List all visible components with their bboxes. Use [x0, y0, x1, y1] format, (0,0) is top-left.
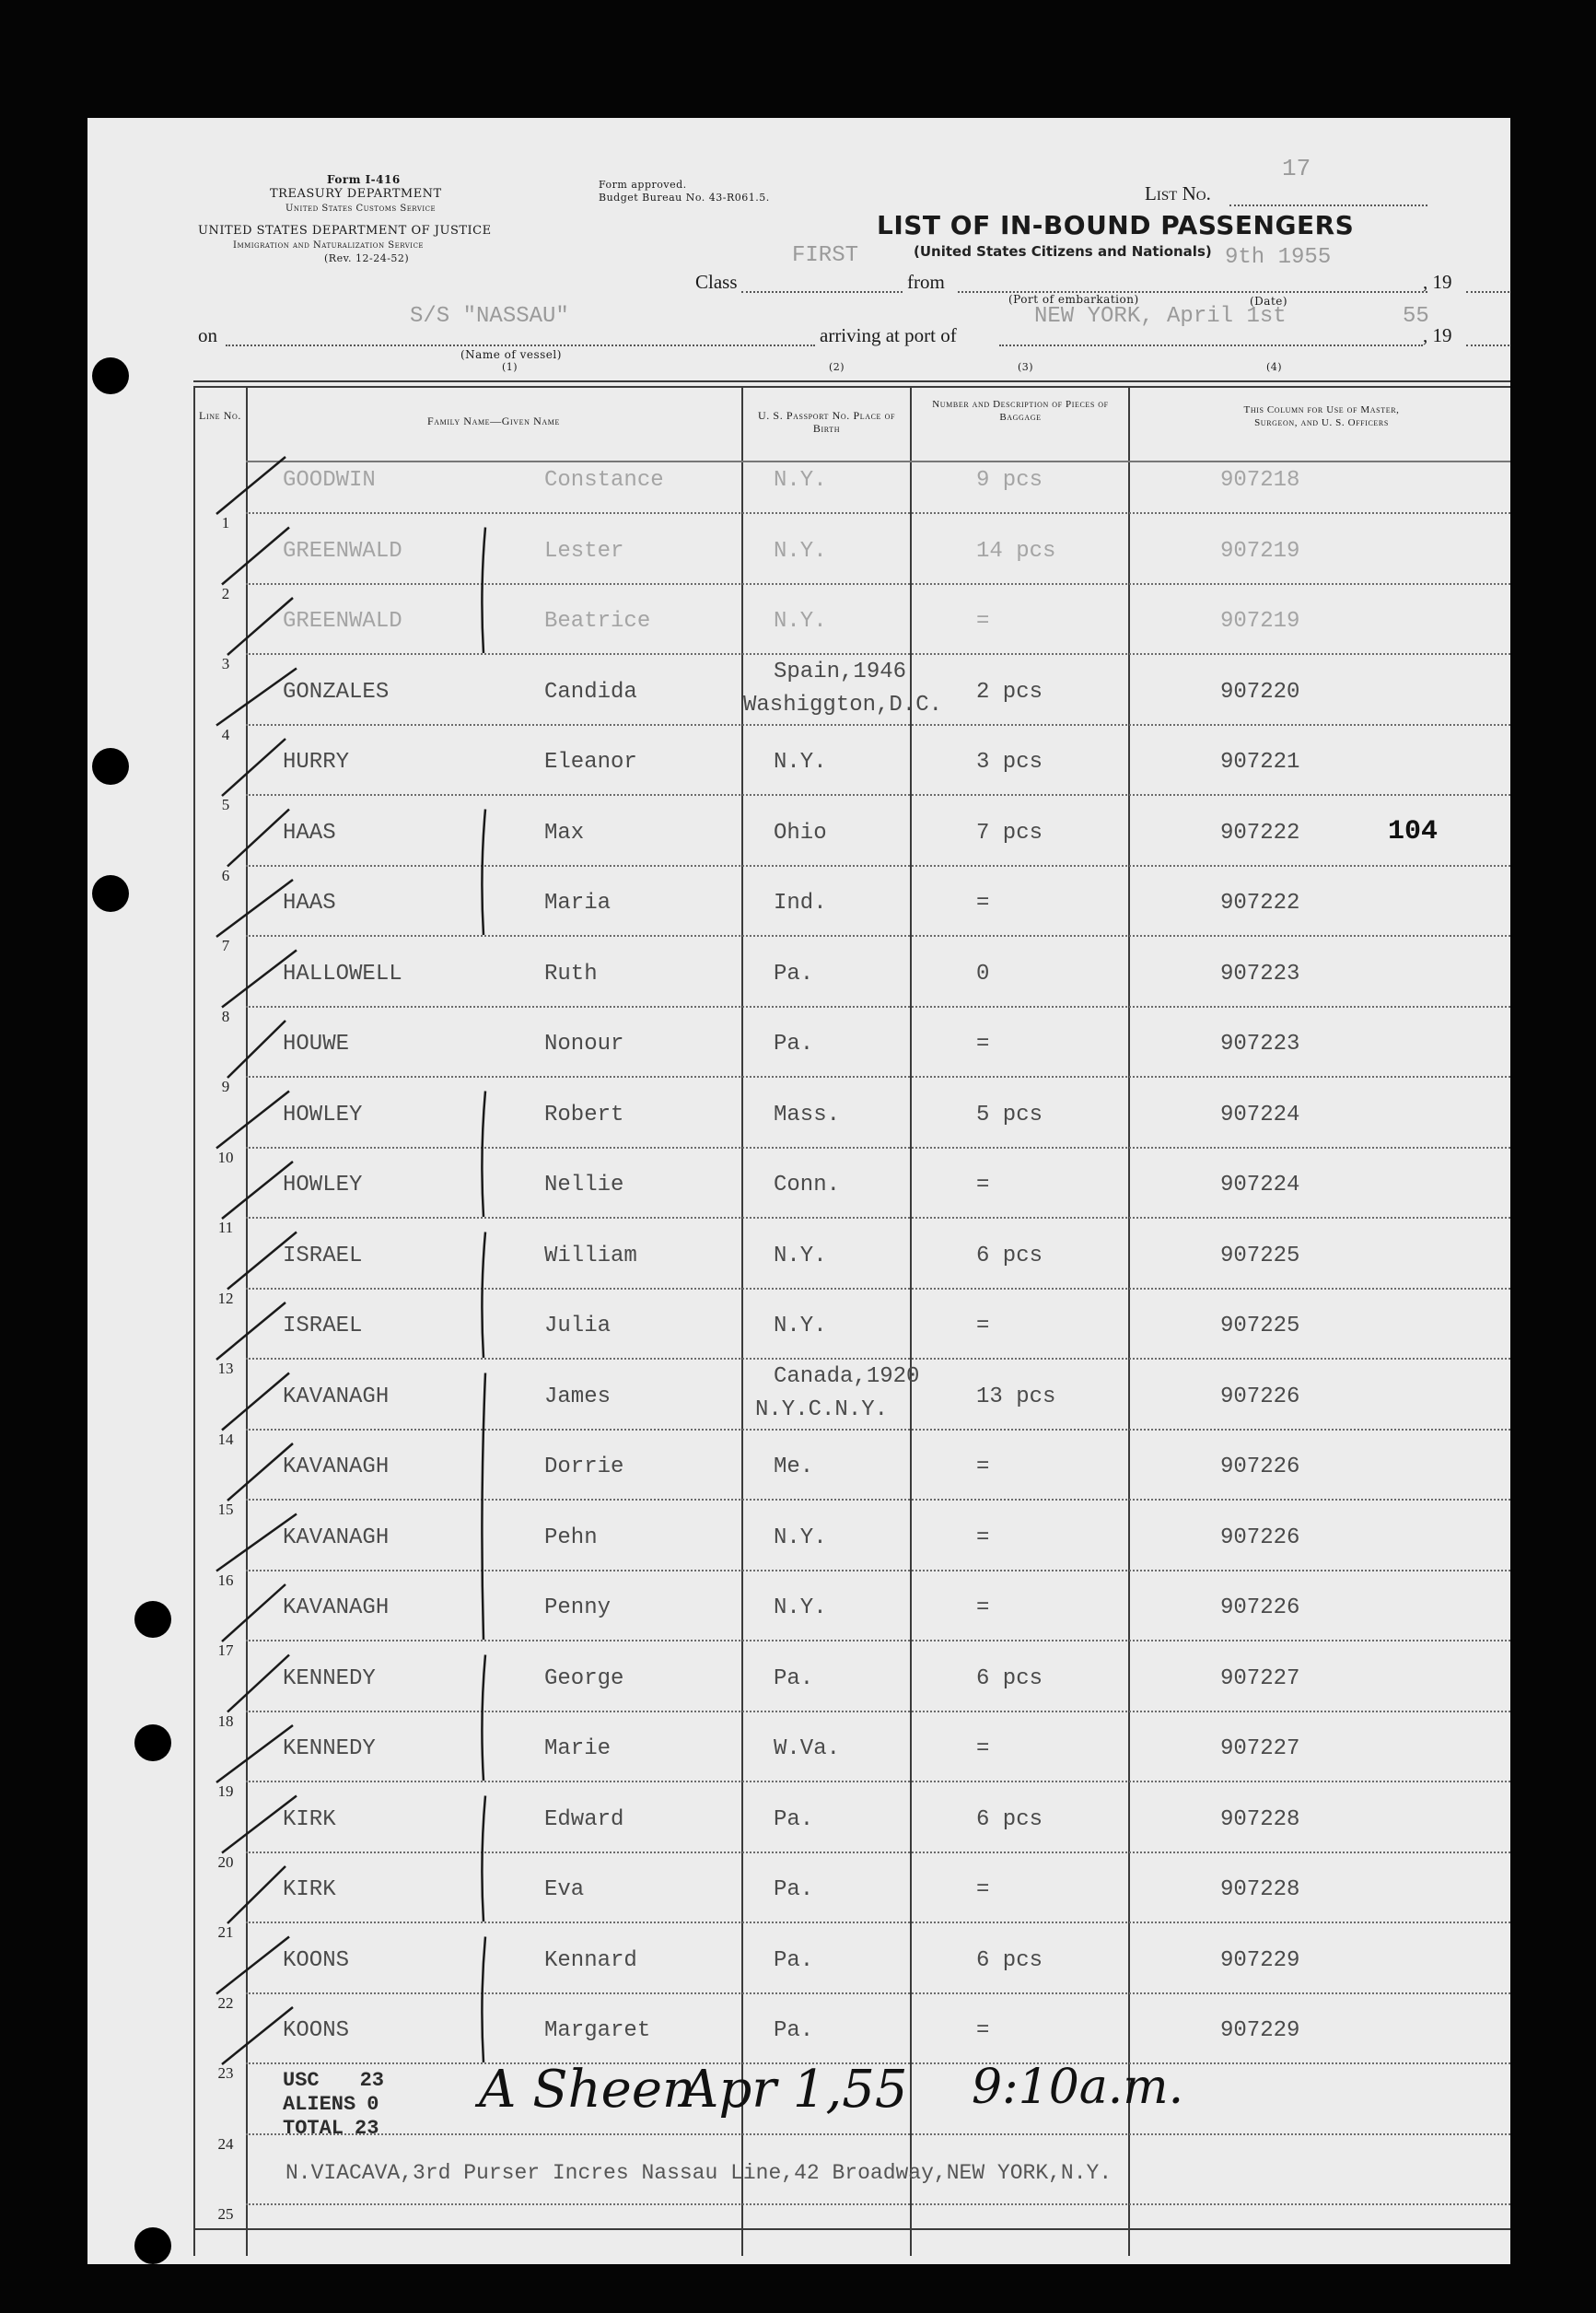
given-name: William: [544, 1243, 637, 1268]
baggage: =: [976, 1173, 990, 1197]
line-number: 20: [217, 1852, 234, 1871]
officer-number: 907219: [1220, 538, 1300, 564]
customs-service: United States Customs Service: [285, 204, 437, 214]
handwritten-time: 9:10a.m.: [972, 2060, 1184, 2115]
year-label-1: , 19: [1423, 271, 1452, 293]
line-number: 23: [217, 2064, 234, 2082]
row-rule: [246, 1006, 1510, 1008]
vessel-value: S/S "NASSAU": [410, 304, 569, 329]
family-name: GOODWIN: [283, 468, 376, 493]
check-mark: [216, 1303, 285, 1360]
check-mark: [216, 1092, 289, 1149]
place-of-birth: Pa.: [774, 1806, 814, 1832]
check-mark: [216, 457, 285, 514]
officer-number: 907221: [1220, 750, 1300, 775]
baggage: 14 pcs: [976, 538, 1056, 564]
place-of-birth-line-2: N.Y.C.N.Y.: [755, 1396, 889, 1422]
treasury-dept: TREASURY DEPARTMENT: [270, 187, 442, 201]
baggage: 5 pcs: [976, 1102, 1043, 1127]
row-rule: [246, 1570, 1510, 1571]
given-name: Beatrice: [544, 609, 651, 634]
class-label: Class: [695, 271, 738, 293]
row-rule: [246, 794, 1510, 796]
check-mark: [222, 1373, 289, 1431]
check-mark: [227, 1866, 285, 1923]
place-of-birth: W.Va.: [774, 1736, 841, 1761]
line-number: 4: [221, 725, 230, 743]
officer-number: 907219: [1220, 609, 1300, 634]
baggage: =: [976, 1032, 990, 1057]
given-name: Kennard: [544, 1947, 637, 1973]
list-no-label: List No.: [1145, 182, 1211, 204]
baggage: =: [976, 1524, 990, 1550]
family-name: GREENWALD: [283, 609, 402, 634]
row-rule: [246, 1922, 1510, 1923]
place-of-birth: Pa.: [774, 1032, 814, 1057]
place-of-birth: Me.: [774, 1454, 814, 1479]
form-number: Form I-416: [327, 173, 401, 186]
ins-label: Immigration and Naturalization Service: [233, 240, 425, 251]
baggage: 7 pcs: [976, 820, 1043, 846]
officer-number: 907224: [1220, 1102, 1300, 1127]
arrival-value: NEW YORK, April 1st: [1034, 304, 1287, 329]
place-of-birth: Canada,1920: [774, 1363, 920, 1389]
given-name: Lester: [544, 538, 624, 564]
check-mark: [222, 1584, 285, 1641]
family-name: ISRAEL: [283, 1243, 363, 1268]
row-rule: [246, 1781, 1510, 1782]
family-name: HOWLEY: [283, 1102, 363, 1127]
line-number: 5: [221, 796, 230, 813]
handwritten-date: Apr 1,55: [682, 2060, 908, 2120]
family-name: KOONS: [283, 2018, 350, 2043]
family-name: KENNEDY: [283, 1736, 376, 1761]
line-number: 11: [217, 1219, 234, 1236]
officer-number: 907222: [1220, 891, 1300, 916]
given-name: George: [544, 1665, 624, 1691]
col-num-2: (2): [829, 361, 845, 373]
family-name: ISRAEL: [283, 1314, 363, 1338]
family-bracket: [482, 1092, 485, 1218]
row-rule: [246, 1076, 1510, 1078]
place-of-birth: N.Y.: [774, 1524, 827, 1550]
line-number: 7: [221, 937, 230, 954]
family-name: HAAS: [283, 820, 336, 846]
row-rule: [246, 583, 1510, 585]
row-rule: [246, 1147, 1510, 1149]
place-of-birth: N.Y.: [774, 538, 827, 564]
family-bracket: [482, 1796, 485, 1922]
family-bracket: [482, 528, 485, 654]
officer-number: 907227: [1220, 1736, 1300, 1761]
line-number: 10: [217, 1148, 234, 1166]
check-mark: [227, 1021, 285, 1078]
given-name: Maria: [544, 891, 612, 916]
line-number: 18: [217, 1711, 234, 1730]
place-of-birth: N.Y.: [774, 1243, 827, 1268]
given-name: Margaret: [544, 2018, 651, 2043]
page-subtitle: (United States Citizens and Nationals): [914, 243, 1212, 260]
officer-number: 907229: [1220, 1947, 1300, 1973]
officer-number: 907226: [1220, 1595, 1300, 1620]
given-name: Penny: [544, 1595, 612, 1620]
family-name: KIRK: [283, 1806, 336, 1832]
row-rule: [246, 724, 1510, 726]
line-number: 2: [221, 584, 230, 602]
place-of-birth: Pa.: [774, 2018, 814, 2043]
officer-number: 907223: [1220, 1032, 1300, 1057]
place-of-birth: Ohio: [774, 820, 827, 846]
row-rule: [246, 2133, 1510, 2135]
given-name: James: [544, 1384, 612, 1409]
officer-number: 907226: [1220, 1524, 1300, 1550]
family-name: KENNEDY: [283, 1665, 376, 1691]
given-name: Marie: [544, 1736, 612, 1761]
baggage: =: [976, 2018, 990, 2043]
row-rule: [246, 1852, 1510, 1853]
baggage: 13 pcs: [976, 1384, 1056, 1409]
family-name: HOUWE: [283, 1032, 350, 1057]
place-of-birth: Conn.: [774, 1173, 841, 1197]
line-number: 13: [217, 1360, 234, 1377]
given-name: Pehn: [544, 1524, 598, 1550]
total-value: 23: [355, 2117, 379, 2140]
check-mark: [216, 880, 293, 937]
line-number: 25: [217, 2205, 234, 2223]
year-value: 55: [1403, 304, 1429, 329]
baggage: 6 pcs: [976, 1806, 1043, 1832]
header-officers: This Column for Use of Master, Surgeon, and U. S. Officers: [1243, 404, 1400, 428]
place-of-birth: N.Y.: [774, 1314, 827, 1338]
check-mark: [216, 1725, 293, 1782]
line-number: 6: [221, 866, 230, 884]
baggage: 2 pcs: [976, 679, 1043, 705]
family-name: HOWLEY: [283, 1173, 363, 1197]
given-name: Eleanor: [544, 750, 637, 775]
check-mark: [227, 810, 289, 867]
passenger-list-document: [87, 118, 1510, 2264]
header-passport: U. S. Passport No. Place of Birth: [757, 409, 896, 435]
officer-number: 907226: [1220, 1384, 1300, 1409]
place-of-birth: N.Y.: [774, 750, 827, 775]
family-name: HAAS: [283, 891, 336, 916]
line-number: 1: [221, 514, 230, 532]
col-num-3: (3): [1018, 361, 1034, 373]
baggage: 9 pcs: [976, 468, 1043, 493]
baggage: =: [976, 1736, 990, 1761]
officer-number: 907220: [1220, 679, 1300, 705]
year-label-2: , 19: [1423, 324, 1452, 346]
line-number: 14: [217, 1430, 234, 1448]
baggage: 0: [976, 961, 990, 987]
row-rule: [246, 1288, 1510, 1290]
place-of-birth: Pa.: [774, 1877, 814, 1902]
family-name: GONZALES: [283, 679, 390, 705]
revision-label: (Rev. 12-24-52): [324, 252, 410, 264]
baggage: 3 pcs: [976, 750, 1043, 775]
family-bracket: [482, 1232, 485, 1359]
family-name: HURRY: [283, 750, 350, 775]
place-of-birth: N.Y.: [774, 1595, 827, 1620]
given-name: Nellie: [544, 1173, 624, 1197]
baggage: =: [976, 609, 990, 634]
given-name: Julia: [544, 1314, 612, 1338]
line-number: 8: [221, 1007, 230, 1025]
family-name: KAVANAGH: [283, 1384, 390, 1409]
family-name: KIRK: [283, 1877, 336, 1902]
baggage: 6 pcs: [976, 1665, 1043, 1691]
officer-number: 907228: [1220, 1877, 1300, 1902]
baggage: =: [976, 1877, 990, 1902]
row-rule: [246, 1499, 1510, 1501]
baggage: =: [976, 1454, 990, 1479]
line-number: 12: [217, 1289, 234, 1307]
check-mark: [216, 1937, 289, 1994]
row-rule: [246, 653, 1510, 655]
arriving-label: arriving at port of: [820, 324, 957, 346]
baggage: 6 pcs: [976, 1947, 1043, 1973]
officer-number: 907229: [1220, 2018, 1300, 2043]
place-of-birth: Pa.: [774, 961, 814, 987]
justice-dept: UNITED STATES DEPARTMENT OF JUSTICE: [198, 224, 492, 238]
officer-number: 907227: [1220, 1665, 1300, 1691]
port-embarkation-caption: (Port of embarkation): [1008, 293, 1139, 306]
budget-bureau: Budget Bureau No. 43-R061.5.: [599, 192, 770, 204]
header-name: Family Name—Given Name: [427, 415, 560, 427]
row-rule: [246, 1640, 1510, 1641]
line-number: 15: [217, 1501, 234, 1518]
check-mark: [227, 1655, 289, 1712]
line-number: 24: [217, 2134, 234, 2153]
purser-line: N.VIACAVA,3rd Purser Incres Nassau Line,42 Broadway,NEW YORK,N.Y.: [285, 2161, 1113, 2185]
family-name: KAVANAGH: [283, 1524, 390, 1550]
officer-number: 907223: [1220, 961, 1300, 987]
given-name: Candida: [544, 679, 637, 705]
row-rule: [246, 1358, 1510, 1360]
place-of-birth: N.Y.: [774, 468, 827, 493]
from-value: 9th 1955: [1225, 245, 1332, 270]
row-rule: [246, 1429, 1510, 1431]
given-name: Max: [544, 820, 585, 846]
usc-value: 23: [359, 2069, 385, 2092]
place-of-birth: Spain,1946: [774, 659, 907, 684]
family-name: KAVANAGH: [283, 1454, 390, 1479]
family-bracket: [482, 1373, 485, 1641]
form-approved: Form approved.: [599, 179, 687, 191]
baggage: =: [976, 1595, 990, 1620]
check-mark: [222, 528, 289, 585]
binder-hole: [92, 875, 129, 912]
header-line-no: Line No.: [199, 409, 241, 422]
officer-number: 907218: [1220, 468, 1300, 493]
margin-number: 104: [1388, 816, 1439, 847]
place-of-birth: Pa.: [774, 1947, 814, 1973]
officer-number: 907225: [1220, 1243, 1300, 1268]
binder-hole: [92, 357, 129, 394]
total-label: TOTAL: [283, 2117, 344, 2140]
given-name: Nonour: [544, 1032, 624, 1057]
family-name: HALLOWELL: [283, 961, 402, 987]
given-name: Constance: [544, 468, 664, 493]
usc-label: USC: [283, 2069, 320, 2092]
family-name: KOONS: [283, 1947, 350, 1973]
on-label: on: [198, 324, 217, 346]
header-baggage: Number and Description of Pieces of Baggage: [932, 399, 1109, 423]
line-number: 19: [217, 1782, 234, 1800]
line-number: 16: [217, 1571, 234, 1589]
officer-number: 907225: [1220, 1314, 1300, 1338]
class-value: FIRST: [792, 243, 859, 268]
place-of-birth: N.Y.: [774, 609, 827, 634]
from-label: from: [907, 271, 945, 293]
row-rule: [246, 1217, 1510, 1219]
family-name: KAVANAGH: [283, 1595, 390, 1620]
binder-hole: [134, 2227, 171, 2264]
given-name: Robert: [544, 1102, 624, 1127]
vessel-caption: (Name of vessel): [460, 348, 562, 361]
page-title: LIST OF IN-BOUND PASSENGERS: [877, 210, 1355, 240]
line-number: 3: [221, 655, 230, 672]
col-num-4: (4): [1266, 361, 1283, 373]
officer-number: 907226: [1220, 1454, 1300, 1479]
binder-hole: [134, 1724, 171, 1761]
officer-number: 907228: [1220, 1806, 1300, 1832]
family-name: GREENWALD: [283, 538, 402, 564]
binder-hole: [134, 1601, 171, 1638]
summary-block: [283, 2069, 384, 2141]
line-number: 21: [217, 1923, 234, 1941]
row-rule: [246, 1992, 1510, 1994]
family-bracket: [482, 1655, 485, 1781]
line-number: 9: [221, 1078, 230, 1095]
list-no-value: 17: [1282, 155, 1311, 182]
row-rule: [246, 1711, 1510, 1712]
handwritten-signature: A Sheen: [479, 2060, 696, 2120]
baggage: =: [976, 891, 990, 916]
aliens-value: 0: [367, 2093, 379, 2116]
given-name: Dorrie: [544, 1454, 624, 1479]
given-name: Eva: [544, 1877, 585, 1902]
row-rule: [246, 2203, 1510, 2205]
place-of-birth: Pa.: [774, 1665, 814, 1691]
aliens-label: ALIENS: [283, 2093, 356, 2116]
col-num-1: (1): [502, 361, 518, 373]
place-of-birth: Mass.: [774, 1102, 841, 1127]
baggage: 6 pcs: [976, 1243, 1043, 1268]
row-rule: [246, 865, 1510, 867]
line-number: 22: [217, 1993, 234, 2012]
row-rule: [246, 935, 1510, 937]
line-number: 17: [217, 1641, 234, 1659]
date-caption: (Date): [1250, 295, 1288, 308]
family-bracket: [482, 1937, 485, 2063]
row-rule: [246, 512, 1510, 514]
given-name: Edward: [544, 1806, 624, 1832]
binder-hole: [92, 748, 129, 785]
place-of-birth-line-2: Washiggton,D.C.: [743, 692, 943, 718]
family-bracket: [482, 810, 485, 936]
baggage: =: [976, 1314, 990, 1338]
officer-number: 907222: [1220, 820, 1300, 846]
officer-number: 907224: [1220, 1173, 1300, 1197]
place-of-birth: Ind.: [774, 891, 827, 916]
given-name: Ruth: [544, 961, 598, 987]
check-mark: [222, 739, 285, 796]
